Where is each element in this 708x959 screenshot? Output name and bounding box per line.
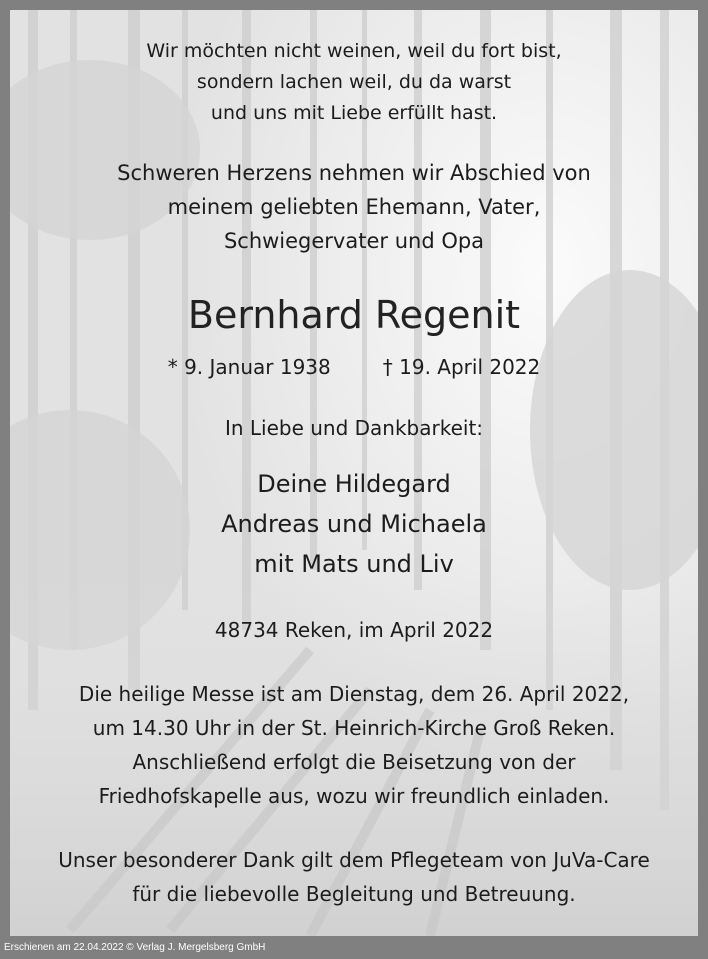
gratitude-line: Unser besonderer Dank gilt dem Pflegeteam von JuVa-Care <box>58 848 650 872</box>
verse-line: Wir möchten nicht weinen, weil du fort bist, <box>146 40 562 62</box>
place-and-date: 48734 Reken, im April 2022 <box>214 618 494 642</box>
mass-line: um 14.30 Uhr in der St. Heinrich-Kirche Groß Reken. <box>92 716 616 740</box>
notice-content <box>10 10 698 936</box>
gratitude-line: für die liebevolle Begleitung und Betreuung. <box>132 882 576 906</box>
farewell-intro <box>10 156 698 258</box>
mass-line: Friedhofskapelle aus, wozu wir freundlich einladen. <box>98 784 610 808</box>
verse-line: und uns mit Liebe erfüllt hast. <box>210 102 498 124</box>
family-names <box>10 464 698 584</box>
publication-footer: Erschienen am 22.04.2022 © Verlag J. Mergelsberg GmbH <box>4 942 266 953</box>
birth-date: * 9. Januar 1938 <box>167 355 331 379</box>
verse-line: sondern lachen weil, du da warst <box>196 71 512 93</box>
family-line: Deine Hildegard <box>257 470 451 498</box>
intro-line: Schweren Herzens nehmen wir Abschied von <box>117 161 591 185</box>
intro-line: meinem geliebten Ehemann, Vater, <box>167 195 541 219</box>
mass-line: Anschließend erfolgt die Beisetzung von der <box>132 750 576 774</box>
thanks-line: In Liebe und Dankbarkeit: <box>224 416 484 440</box>
death-date: † 19. April 2022 <box>382 355 541 379</box>
mass-line: Die heilige Messe ist am Dienstag, dem 26. April 2022, <box>78 682 630 706</box>
deceased-name: Bernhard Regenit <box>187 293 521 337</box>
funeral-mass-info <box>10 677 698 813</box>
life-dates <box>10 352 698 382</box>
intro-line: Schwiegervater und Opa <box>223 229 485 253</box>
memorial-verse <box>10 36 698 129</box>
family-line: mit Mats und Liv <box>254 550 454 578</box>
obituary-card <box>10 10 698 936</box>
gratitude-note <box>10 843 698 911</box>
family-line: Andreas und Michaela <box>221 510 487 538</box>
